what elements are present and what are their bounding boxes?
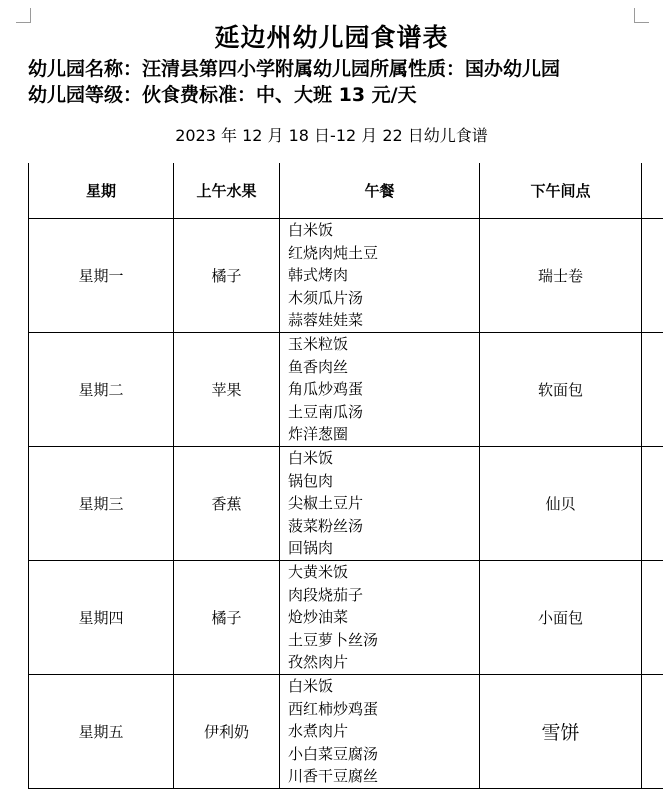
lunch-item: 孜然肉片 [288,653,349,672]
header-snack: 下午间点 [480,163,642,219]
header-lunch: 午餐 [280,163,480,219]
lunch-item: 玉米粒饭 [288,335,349,354]
fruit-cell: 苹果 [174,333,280,447]
fruit-cell: 橘子 [174,219,280,333]
lunch-item: 尖椒土豆片 [288,494,364,513]
lunch-item: 红烧肉炖土豆 [288,243,379,262]
day-cell: 星期五 [29,675,174,789]
snack-cell: 小面包 [480,561,642,675]
extra-cell [642,333,663,447]
menu-date-range: 2023 年 12 月 18 日-12 月 22 日幼儿食谱 [175,126,488,145]
lunch-cell [280,675,480,789]
header-day: 星期 [29,163,174,219]
page-corner-mark-left [16,8,31,23]
table-header-row [29,163,663,219]
snack-cell: 仙贝 [480,447,642,561]
kindergarten-info-line-1: 幼儿园名称：汪清县第四小学附属幼儿园所属性质：国办幼儿园 [28,58,561,80]
header-fruit: 上午水果 [174,163,280,219]
lunch-item: 炸洋葱圈 [288,425,349,444]
lunch-item: 土豆南瓜汤 [288,402,364,421]
kindergarten-info-line-2: 幼儿园等级：伙食费标准：中、大班 13 元/天 [28,84,417,106]
table-row [29,675,663,789]
weekly-menu-table [28,163,663,789]
lunch-item: 菠菜粉丝汤 [288,516,364,535]
lunch-item: 锅包肉 [288,471,334,490]
lunch-cell [280,219,480,333]
lunch-item: 西红柿炒鸡蛋 [288,699,379,718]
lunch-item: 白米饭 [288,677,334,696]
lunch-item: 韩式烤肉 [288,266,349,285]
day-cell: 星期一 [29,219,174,333]
lunch-item: 白米饭 [288,221,334,240]
lunch-item: 炝炒油菜 [288,608,349,627]
snack-cell: 软面包 [480,333,642,447]
fruit-cell: 伊利奶 [174,675,280,789]
lunch-item: 大黄米饭 [288,563,349,582]
lunch-item: 土豆萝卜丝汤 [288,630,379,649]
lunch-item: 蒜蓉娃娃菜 [288,311,364,330]
table-row [29,447,663,561]
lunch-item: 回锅肉 [288,539,334,558]
lunch-cell [280,447,480,561]
header-extra [642,163,663,219]
lunch-item: 鱼香肉丝 [288,357,349,376]
table-row [29,219,663,333]
lunch-cell [280,333,480,447]
extra-cell [642,219,663,333]
lunch-item: 白米饭 [288,449,334,468]
lunch-item: 小白菜豆腐汤 [288,744,379,763]
table-row [29,333,663,447]
page-corner-mark-right [634,8,649,23]
extra-cell [642,447,663,561]
extra-cell [642,675,663,789]
lunch-item: 川香干豆腐丝 [288,767,379,786]
lunch-item: 水煮肉片 [288,722,349,741]
fruit-cell: 橘子 [174,561,280,675]
day-cell: 星期二 [29,333,174,447]
lunch-item: 木须瓜片汤 [288,288,364,307]
lunch-cell [280,561,480,675]
table-row [29,561,663,675]
document-title: 延边州幼儿园食谱表 [214,23,449,52]
extra-cell [642,561,663,675]
lunch-item: 肉段烧茄子 [288,585,364,604]
day-cell: 星期三 [29,447,174,561]
snack-cell: 雪饼 [480,675,642,789]
fruit-cell: 香蕉 [174,447,280,561]
day-cell: 星期四 [29,561,174,675]
snack-cell: 瑞士卷 [480,219,642,333]
lunch-item: 角瓜炒鸡蛋 [288,380,364,399]
